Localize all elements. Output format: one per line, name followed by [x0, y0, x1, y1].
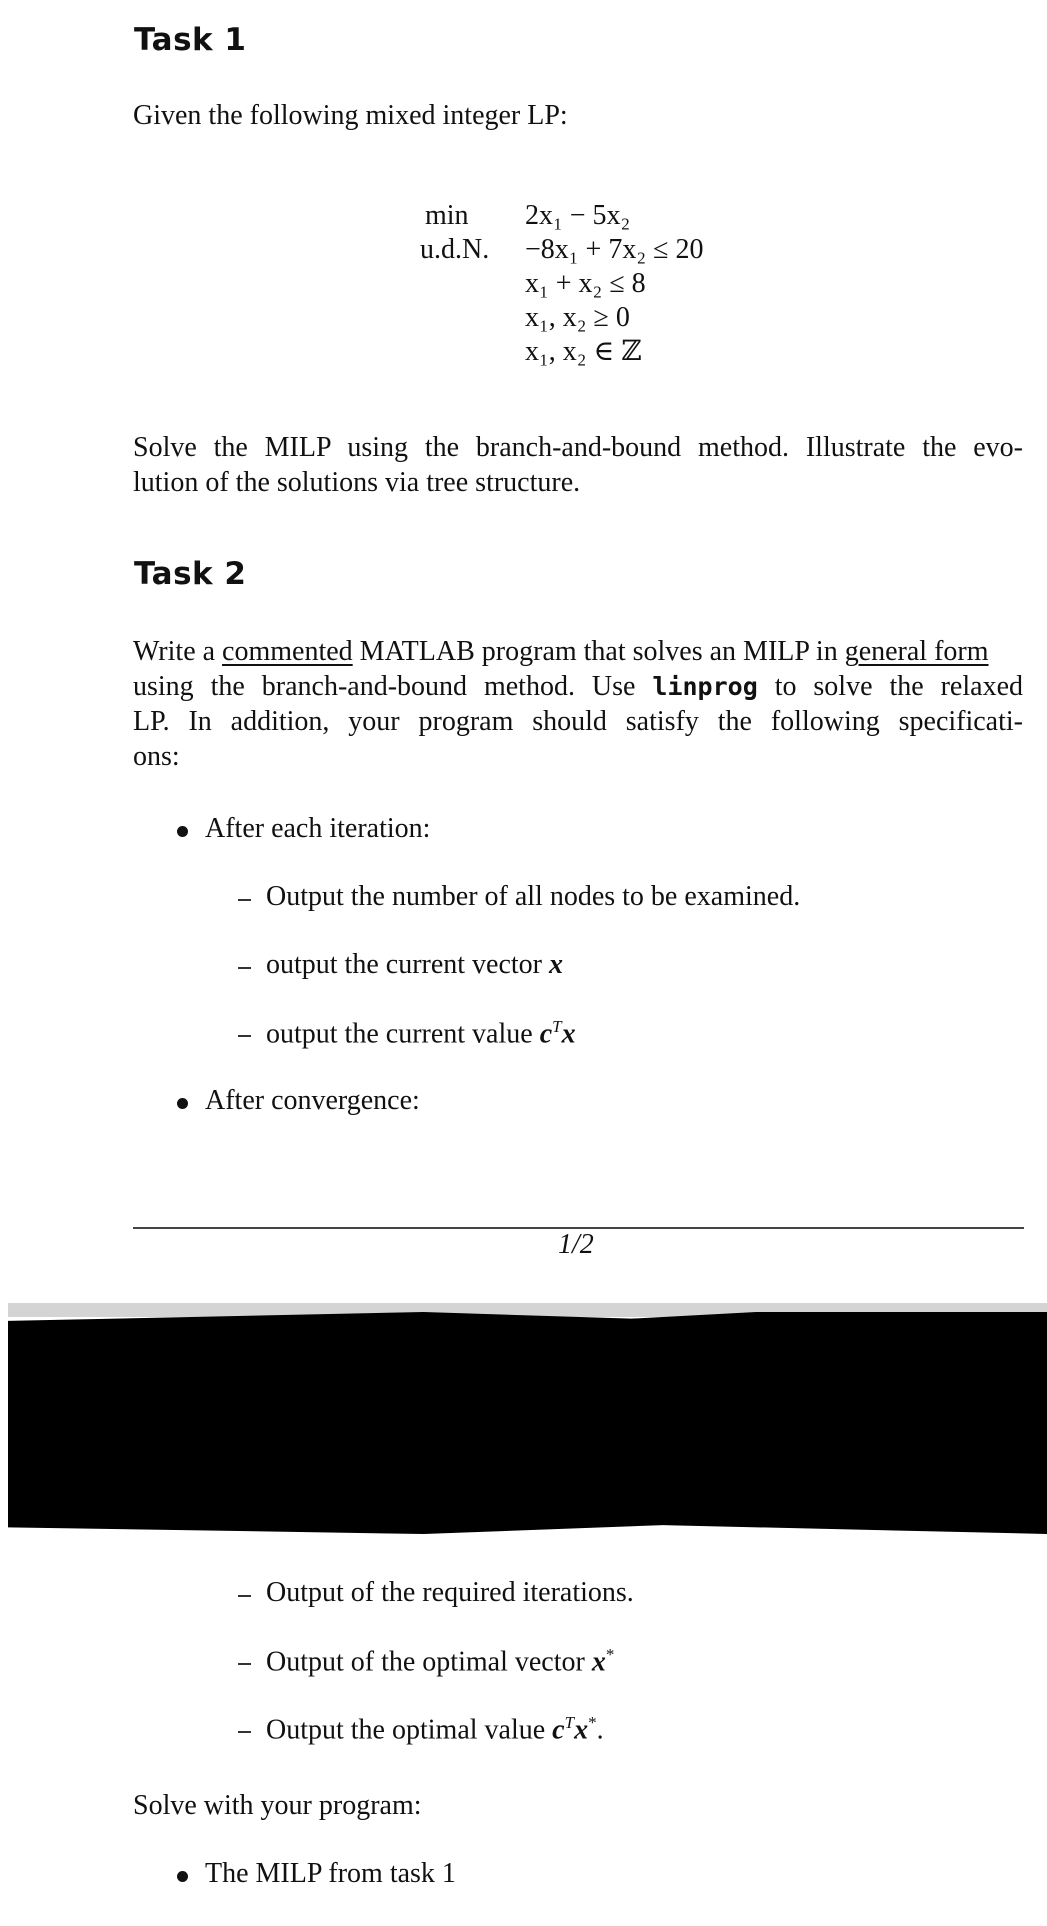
para-line-2-pre: using the branch-and-bound method. Use [133, 671, 653, 702]
page-number: 1/2 [558, 1229, 594, 1260]
bullet-icon [177, 1098, 188, 1109]
para-line-2-post: to solve the relaxed [757, 671, 1023, 702]
dash-icon [238, 1663, 251, 1665]
iteration-item-value-text: output the current value [266, 1018, 540, 1050]
vector-x-symbol: x [561, 1018, 576, 1050]
bullet-icon [177, 1871, 188, 1882]
commented-underlined: commented [222, 636, 353, 667]
task2-para-line-4: ons: [133, 741, 180, 772]
task1-instruction-line-2: lution of the solutions via tree structure. [133, 467, 581, 498]
constraint-1: −8x₁ + 7x₂ ≤ 20 [525, 234, 704, 265]
general-form-underlined: general form [844, 636, 989, 667]
convergence-item-iterations: Output of the required iterations. [266, 1577, 634, 1608]
star-symbol: * [588, 1713, 597, 1732]
dash-icon [238, 967, 251, 969]
transpose-symbol: T [564, 1713, 575, 1732]
star-symbol: * [605, 1645, 615, 1664]
subject-to-label: u.d.N. [420, 234, 490, 265]
task1-heading: Task 1 [134, 22, 247, 58]
solve-with-label: Solve with your program: [133, 1790, 422, 1821]
iteration-item-vector-text: output the current vector [266, 949, 550, 980]
constraint-3: x₁, x₂ ≥ 0 [525, 302, 630, 333]
after-each-iteration-label: After each iteration: [205, 813, 431, 844]
para-line-1-pre: Write a [133, 636, 223, 667]
vector-x-symbol: x [591, 1646, 606, 1678]
task2-para-line-3: LP. In addition, your program should satisfy the following specificati- [133, 706, 1023, 737]
iteration-item-vector [266, 949, 563, 981]
min-label: min [425, 200, 469, 231]
transpose-symbol: T [552, 1017, 562, 1036]
dash-icon [238, 899, 251, 901]
task2-para-line-2 [133, 671, 1023, 703]
redaction-block [8, 1312, 1047, 1534]
objective-function: 2x₁ − 5x₂ [525, 200, 631, 231]
convergence-item-vector-text: Output of the optimal vector [266, 1646, 592, 1678]
task2-para-line-1 [133, 636, 989, 668]
vector-c-symbol: c [539, 1018, 553, 1050]
vector-c-symbol: c [552, 1714, 565, 1746]
task1-intro: Given the following mixed integer LP: [133, 100, 568, 131]
period: . [596, 1714, 604, 1746]
convergence-item-value-text: Output the optimal value [266, 1714, 553, 1746]
constraint-4: x₁, x₂ ∈ ℤ [525, 336, 642, 367]
task1-instruction-line-1: Solve the MILP using the branch-and-bound method. Illustrate the evo- [133, 432, 1023, 463]
dash-icon [238, 1035, 251, 1037]
after-convergence-label: After convergence: [205, 1085, 420, 1116]
dash-icon [238, 1595, 251, 1597]
dash-icon [238, 1731, 251, 1733]
bullet-icon [177, 826, 188, 837]
iteration-item-value [266, 1017, 576, 1050]
convergence-item-value [266, 1713, 604, 1746]
linprog-code: linprog [652, 672, 758, 701]
iteration-item-nodes: Output the number of all nodes to be examined. [266, 881, 801, 912]
constraint-2: x₁ + x₂ ≤ 8 [525, 268, 646, 299]
para-line-1-mid: MATLAB program that solves an MILP in [352, 636, 845, 667]
solve-item-task1: The MILP from task 1 [205, 1858, 456, 1889]
convergence-item-vector [266, 1645, 614, 1678]
vector-x-symbol: x [549, 949, 564, 980]
task2-heading: Task 2 [134, 556, 247, 592]
vector-x-symbol: x [574, 1714, 589, 1746]
